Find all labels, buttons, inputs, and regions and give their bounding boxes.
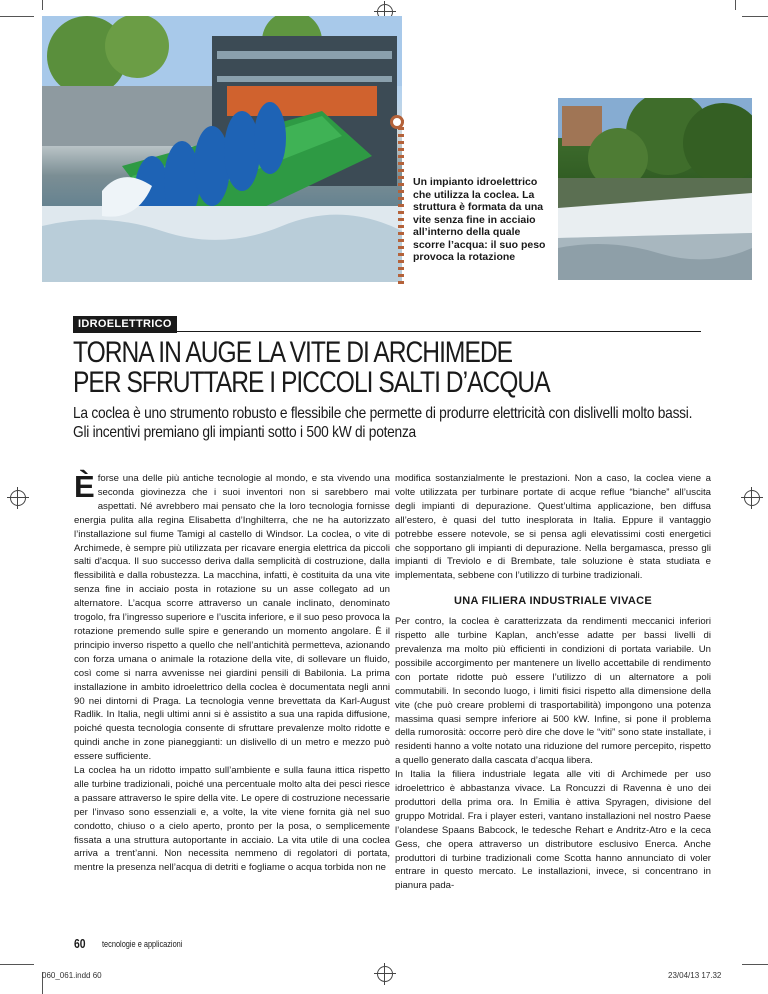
section-rule xyxy=(73,331,701,332)
registration-mark-bottom xyxy=(377,966,393,982)
crop-mark xyxy=(742,16,768,17)
paragraph: In Italia la filiera industriale legata alle viti di Archimede per uso idroelettrico è abbastanza vivace. La Roncuzzi di Ravenna è uno dei produttori della prima ora. In Emilia è attiva Spyragen, divisione del gruppo Motridal. Fra i player esteri, vantano installazioni nel nostro Paese l’olandese Spaans Babcock, le tedesche Rehart e Andritz-Atro e la ceca Gess, che opera attraverso un distributore esclusivo Enerca. Anche produttori di turbine tradizionali come Scotta hanno annunciato di voler entrare in questo mercato. Le installazioni, invece, si concentrano in pianura pada- xyxy=(395,769,711,892)
registration-mark-left xyxy=(10,490,26,506)
article-title xyxy=(73,338,598,398)
registration-mark-right xyxy=(744,490,760,506)
archimedes-screw-photo xyxy=(42,16,402,282)
page-number: 60 xyxy=(74,936,86,951)
running-footer: tecnologie e applicazioni xyxy=(102,939,183,949)
crop-mark xyxy=(742,964,768,965)
file-slug: 060_061.indd 60 xyxy=(42,971,102,980)
caption-marker xyxy=(390,115,404,129)
paragraph: Èforse una delle più antiche tecnologie al mondo, e sta vivendo una seconda giovinezza che i suoi inventori non si sarebbero mai aspettati. Né avrebbero mai pensato che la loro tecnologia fornisse energia pulita alla regina Elisabetta d’Inghilterra, che ne ha autorizzato l’installazione sul fiume Tamigi al castello di Windsor. La coclea, o vite di Archimede, è sempre più utilizzata per ricavare energia elettrica da piccoli salti d’acqua. Il suo successo deriva dalla semplicità di costruzione, dalla flessibilità e dalla robustezza. La macchina, infatti, è costituita da una vite senza fine in acciaio posta in rotazione su un asse collegato ad un alternatore. L’acqua scorre attraverso un canale inclinato, denominato trogolo, fra l’ingresso superiore e l’uscita inferiore, e il suo peso provoca la rotazione premendo sulle spire e generando un momento angolare. È il principio inverso rispetto a quello che nell’antichità permetteva, azionando con forza umana o animale la rotazione della vite, di sollevare un fluido, così come si narra avvenisse nei giardini pensili di Babilonia. La prima installazione in ambito idroelettrico della coclea è documentata negli anni 90 nei dintorni di Praga. La tecnologia venne brevettata da Karl-August Radlik. In Italia, negli ultimi anni si è assistito a sua una rapida diffusione, poiché questa tecnologia consente di sfruttare prevalenze molto ridotte e quindi anche in zone pianeggianti: un dislivello di un metro e mezzo può essere sufficiente. xyxy=(74,469,390,763)
title-line-1: TORNA IN AUGE LA VITE DI ARCHIMEDE xyxy=(73,336,513,369)
column-right xyxy=(395,472,711,893)
article-subtitle: La coclea è uno strumento robusto e flessibile che permette di produrre elettricità con dislivelli molto bassi. Gli incentivi premiano gli impianti sotto i 500 kW di potenza xyxy=(73,405,693,441)
crop-mark xyxy=(0,16,34,17)
date-slug: 23/04/13 17.32 xyxy=(668,971,722,980)
paragraph: modifica sostanzialmente le prestazioni. Non a caso, la coclea viene a volte utilizzata per turbinare portate di acque reflue “bianche” all’uscita degli impianti di depurazione. Quest’ultima applicazione, ben diffusa all’estero, è quasi del tutto inesplorata in Italia. Eppure il vantaggio potrebbe essere notevole, se si pensa agli elevatissimi costi energetici che sopportano gli impianti di depurazione. Nella bergamasca, presso gli impianti di Treviolo e di Brembate, tale soluzione è stata studiata e implementata, sebbene con l’utilizzo di turbine tradizionali. xyxy=(395,473,711,582)
photo-caption: Un impianto idroelettrico che utilizza la coclea. La struttura è formata da una vite senza fine in acciaio all’interno della quale scorre l’acqua: il suo peso provoca la rotazione xyxy=(413,176,546,263)
crop-mark xyxy=(42,0,43,10)
column-left xyxy=(74,469,390,875)
crop-mark xyxy=(735,0,736,10)
drop-cap: È xyxy=(74,469,95,504)
section-tag: IDROELETTRICO xyxy=(73,316,177,333)
crop-mark xyxy=(0,964,34,965)
paragraph: Per contro, la coclea è caratterizzata da rendimenti meccanici inferiori rispetto alle turbine Kaplan, anch’esse adatte per bassi livelli di prevalenza ma molto più efficienti in condizioni di portata variabile. Un possibile accorgimento per mantenere un livello accettabile di rendimento con portate ridotte può essere l’utilizzo di un alternatore a poli commutabili. In secondo luogo, i limiti fisici rispetto alla dimensione della vite (che può creare problemi di trasportabilità) impongono una potenza massima quasi sempre inferiore ai 500 kW. Infine, si pone il problema della rumorosità: occorre però dire che dove le “viti” sono state installate, i residenti hanno a volte notato una riduzione del rumore percepito, rispetto a quello generato dalla cascata d’acqua libera. xyxy=(395,616,711,767)
weir-photo xyxy=(558,98,752,280)
section-subheading: UNA FILIERA INDUSTRIALE VIVACE xyxy=(453,595,653,608)
paragraph: La coclea ha un ridotto impatto sull’ambiente e sulla fauna ittica rispetto alle turbine tradizionali, poiché una percentuale molto alta dei pesci riesce a passare attraverso le spire della vite. Le opere di costruzione necessarie per l’invaso sono essenziali e, a volte, la vite viene fornita già nel suo condotto, chiuso o a cielo aperto, pronto per la posa, o semplicemente fissata a una struttura autoportante in acciaio. La vita utile di una coclea arriva a trent’anni. Non necessita nemmeno di regolatori di portata, mentre la presenza nell’acqua di detriti e fogliame o acqua torbida non ne xyxy=(74,765,390,874)
caption-dotted-line xyxy=(398,120,404,285)
title-line-2: PER SFRUTTARE I PICCOLI SALTI D’ACQUA xyxy=(73,366,550,399)
